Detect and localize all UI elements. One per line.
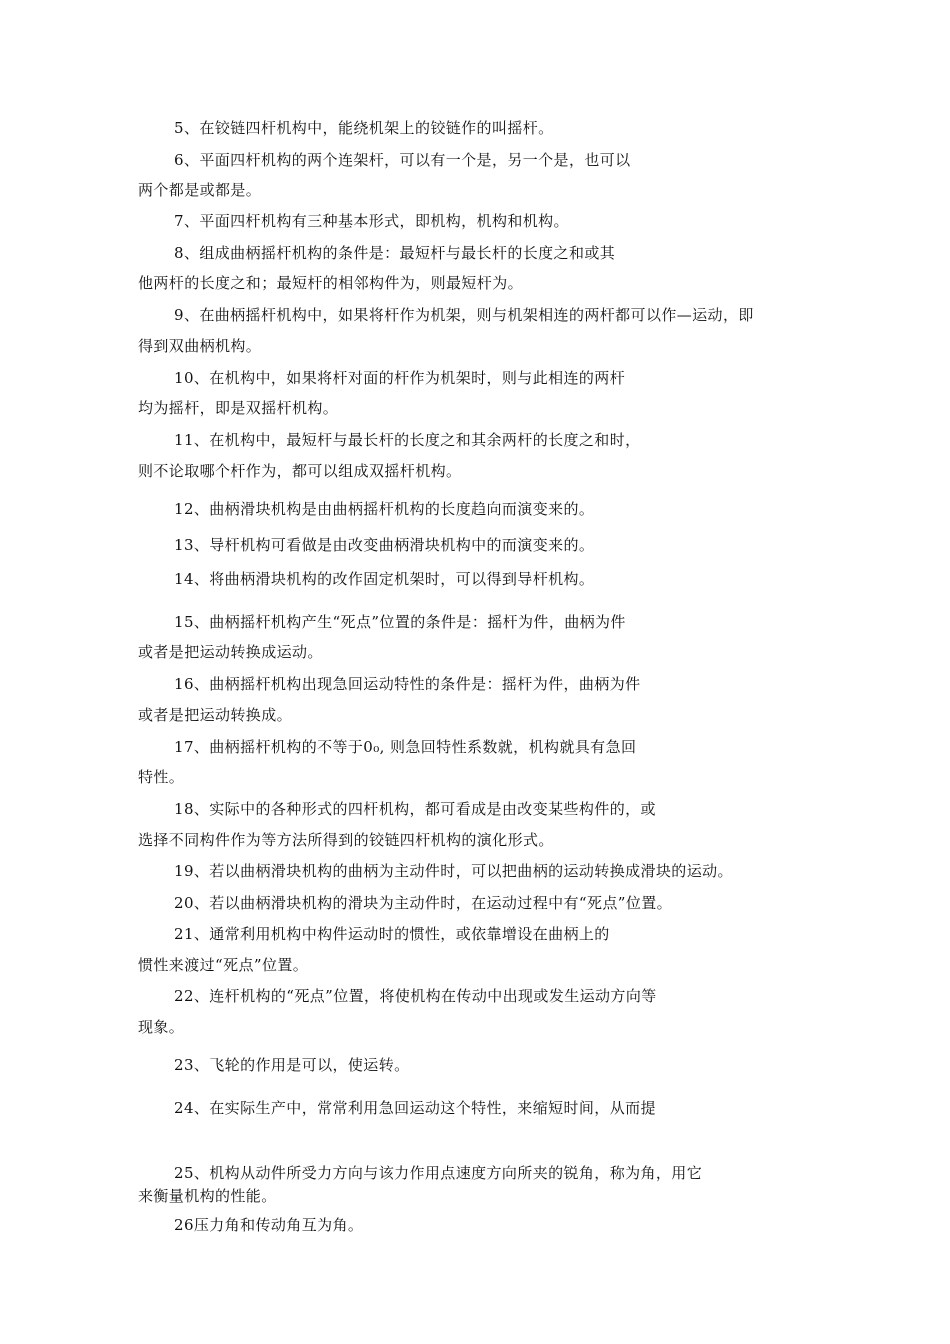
question-8: 8、组成曲柄摇杆机构的条件是：最短杆与最长杆的长度之和或其 [174,244,616,262]
question-10-continued: 均为摇杆，即是双摇杆机构。 [138,399,339,417]
question-19: 19、若以曲柄滑块机构的曲柄为主动件时，可以把曲柄的运动转换成滑块的运动。 [174,862,733,880]
question-22-continued: 现象。 [138,1018,185,1036]
question-10: 10、在机构中，如果将杆对面的杆作为机架时，则与此相连的两杆 [174,369,626,387]
question-16-continued: 或者是把运动转换成。 [138,706,293,724]
question-21-continued: 惯性来渡过“死点”位置。 [138,956,309,974]
question-20: 20、若以曲柄滑块机构的滑块为主动件时，在运动过程中有“死点”位置。 [174,894,673,912]
question-17: 17、曲柄摇杆机构的不等于0₀, 则急回特性系数就，机构就具有急回 [174,738,637,756]
question-25-continued: 来衡量机构的性能。 [138,1187,277,1205]
question-12: 12、曲柄滑块机构是由曲柄摇杆机构的长度趋向而演变来的。 [174,500,595,518]
question-15-continued: 或者是把运动转换成运动。 [138,643,323,661]
question-9: 9、在曲柄摇杆机构中，如果将杆作为机架，则与机架相连的两杆都可以作—运动，即 [174,306,754,324]
question-11-continued: 则不论取哪个杆作为，都可以组成双摇杆机构。 [138,462,462,480]
question-6: 6、平面四杆机构的两个连架杆，可以有一个是，另一个是，也可以 [174,151,631,169]
question-15: 15、曲柄摇杆机构产生“死点”位置的条件是：摇杆为件，曲柄为件 [174,613,626,631]
question-7: 7、平面四杆机构有三种基本形式，即机构，机构和机构。 [174,212,569,230]
question-23: 23、飞轮的作用是可以，使运转。 [174,1056,410,1074]
question-18-continued: 选择不同构件作为等方法所得到的铰链四杆机构的演化形式。 [138,831,554,849]
question-25: 25、机构从动件所受力方向与该力作用点速度方向所夹的锐角，称为角，用它 [174,1164,703,1182]
question-6-continued: 两个都是或都是。 [138,181,262,199]
question-5: 5、在铰链四杆机构中，能绕机架上的铰链作的叫摇杆。 [174,119,554,137]
question-8-continued: 他两杆的长度之和；最短杆的相邻构件为，则最短杆为。 [138,274,524,292]
question-17-continued: 特性。 [138,768,185,786]
question-16: 16、曲柄摇杆机构出现急回运动特性的条件是：摇杆为件，曲柄为件 [174,675,641,693]
question-9-continued: 得到双曲柄机构。 [138,337,262,355]
question-18: 18、实际中的各种形式的四杆机构，都可看成是由改变某些构件的，或 [174,800,656,818]
question-13: 13、导杆机构可看做是由改变曲柄滑块机构中的而演变来的。 [174,536,595,554]
question-26: 26压力角和传动角互为角。 [174,1216,364,1234]
question-11: 11、在机构中，最短杆与最长杆的长度之和其余两杆的长度之和时， [174,431,641,449]
question-24: 24、在实际生产中，常常利用急回运动这个特性，来缩短时间，从而提 [174,1099,656,1117]
question-14: 14、将曲柄滑块机构的改作固定机架时，可以得到导杆机构。 [174,570,595,588]
question-22: 22、连杆机构的“死点”位置，将使机构在传动中出现或发生运动方向等 [174,987,657,1005]
question-21: 21、通常利用机构中构件运动时的惯性，或依靠增设在曲柄上的 [174,925,610,943]
